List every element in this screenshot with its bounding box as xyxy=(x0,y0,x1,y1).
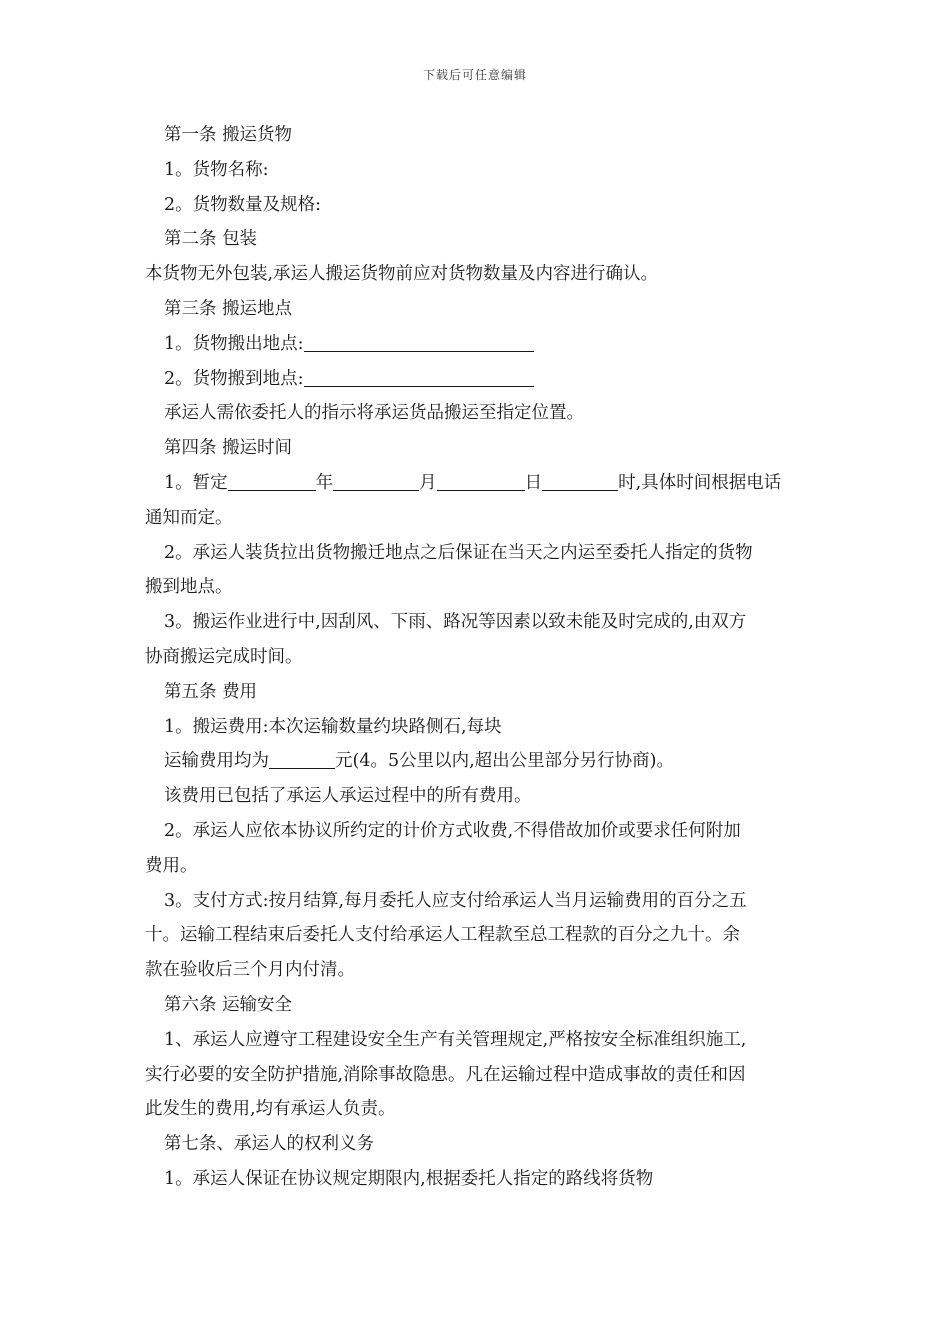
day-label: 日 xyxy=(524,472,543,493)
article6-item1-cont2: 此发生的费用,均有承运人负责。 xyxy=(145,1099,396,1120)
pickup-location-blank xyxy=(304,332,534,352)
fee-unit: 元(4。5公里以内,超出公里部分另行协商)。 xyxy=(335,751,674,772)
article3-item1 xyxy=(145,327,807,362)
article6-title: 第六条 运输安全 xyxy=(164,994,293,1015)
article6-item1-cont1: 实行必要的安全防护措施,消除事故隐患。凡在运输过程中造成事故的责任和因 xyxy=(145,1064,746,1085)
month-blank xyxy=(333,471,419,491)
schedule-label: 1。暂定 xyxy=(164,472,228,493)
article4-item2-cont: 搬到地点。 xyxy=(145,577,233,598)
article1-item1: 1。货物名称: xyxy=(164,159,269,180)
fee-blank xyxy=(269,749,335,769)
article5-item3-cont1: 十。运输工程结束后委托人支付给承运人工程款至总工程款的百分之九十。余 xyxy=(145,925,740,946)
article5-title: 第五条 费用 xyxy=(164,681,258,702)
article5-item2: 2。承运人应依本协议所约定的计价方式收费,不得借故加价或要求任何附加 xyxy=(164,820,741,841)
article5-item3: 3。支付方式:按月结算,每月委托人应支付给承运人当月运输费用的百分之五 xyxy=(164,890,747,911)
month-label: 月 xyxy=(419,472,437,493)
year-label: 年 xyxy=(315,472,334,493)
delivery-location-blank xyxy=(304,367,534,387)
pickup-location-label: 1。货物搬出地点: xyxy=(164,333,304,354)
article5-item1: 1。搬运费用:本次运输数量约块路侧石,每块 xyxy=(164,716,502,737)
article6-item1: 1、承运人应遵守工程建设安全生产有关管理规定,严格按安全标准组织施工, xyxy=(164,1029,747,1050)
year-blank xyxy=(228,471,316,491)
article3-text: 承运人需依委托人的指示将承运货品搬运至指定位置。 xyxy=(164,403,584,424)
article5-item1-fee xyxy=(145,744,807,779)
page-header-note: 下载后可任意编辑 xyxy=(422,68,527,82)
article7-title: 第七条、承运人的权利义务 xyxy=(164,1134,374,1155)
day-blank xyxy=(437,471,525,491)
article4-title: 第四条 搬运时间 xyxy=(164,438,293,459)
article1-item2: 2。货物数量及规格: xyxy=(164,194,322,215)
article5-item2-cont: 费用。 xyxy=(145,855,198,876)
article4-item3: 3。搬运作业进行中,因刮风、下雨、路况等因素以致未能及时完成的,由双方 xyxy=(164,612,747,633)
article4-item1-cont: 通知而定。 xyxy=(145,507,233,528)
article4-item1 xyxy=(145,466,807,501)
hour-label: 时,具体时间根据电话 xyxy=(618,472,782,493)
article4-item3-cont: 协商搬运完成时间。 xyxy=(145,646,303,667)
article5-item3-cont2: 款在验收后三个月内付清。 xyxy=(145,960,355,981)
article5-item1-note: 该费用已包括了承运人承运过程中的所有费用。 xyxy=(164,786,532,807)
article2-title: 第二条 包装 xyxy=(164,229,258,250)
article3-item2 xyxy=(145,362,807,397)
article7-item1: 1。承运人保证在协议规定期限内,根据委托人指定的路线将货物 xyxy=(164,1168,654,1189)
hour-blank xyxy=(542,471,618,491)
delivery-location-label: 2。货物搬到地点: xyxy=(164,368,304,389)
document-body xyxy=(145,118,807,1197)
fee-label: 运输费用均为 xyxy=(164,751,269,772)
article2-text: 本货物无外包装,承运人搬运货物前应对货物数量及内容进行确认。 xyxy=(145,264,659,285)
article1-title: 第一条 搬运货物 xyxy=(164,125,293,145)
article3-title: 第三条 搬运地点 xyxy=(164,298,293,319)
article4-item2: 2。承运人装货拉出货物搬迁地点之后保证在当天之内运至委托人指定的货物 xyxy=(164,542,753,563)
